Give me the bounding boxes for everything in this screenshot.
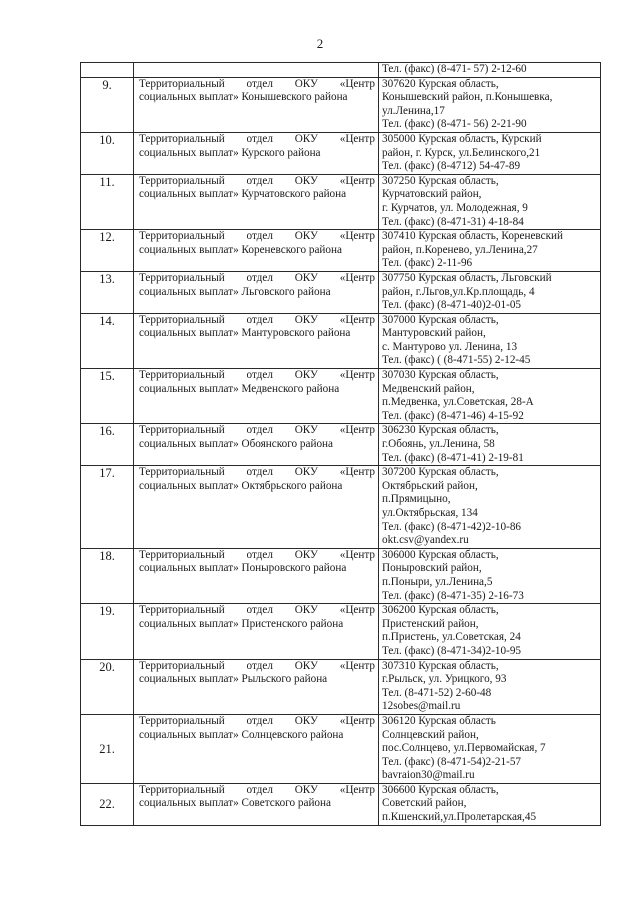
- address-line: Тел. (факс) (8-471-34)2-10-95: [382, 644, 522, 657]
- continuation-addr-cell: [379, 63, 601, 78]
- office-name: Территориальный отдел ОКУ «Центр социальных выплат» Льговского района: [134, 271, 379, 313]
- address-line: Солнцевский район,: [382, 728, 479, 741]
- office-address: [379, 369, 601, 424]
- continuation-phone: Тел. (факс) (8-471- 57) 2-12-60: [382, 63, 527, 75]
- row-number: 17.: [81, 466, 134, 549]
- office-name: Территориальный отдел ОКУ «Центр социальных выплат» Курчатовского района: [134, 174, 379, 229]
- row-number: 16.: [81, 424, 134, 466]
- address-line: 307250 Курская область,: [382, 174, 499, 187]
- address-line: район, г.Льгов,ул.Кр.площадь, 4: [382, 285, 535, 298]
- address-line: пос.Солнцево, ул.Первомайская, 7: [382, 742, 546, 755]
- office-name: Территориальный отдел ОКУ «Центр социальных выплат» Медвенского района: [134, 369, 379, 424]
- office-address: [379, 313, 601, 368]
- address-line: Медвенский район,: [382, 382, 475, 395]
- office-address: [379, 548, 601, 603]
- table-row: [81, 132, 601, 174]
- address-line: Тел. (факс) (8-471- 56) 2-21-90: [382, 118, 527, 131]
- address-line: ул.Октябрьская, 134: [382, 507, 478, 519]
- table-row: [81, 659, 601, 714]
- address-line: 307310 Курская область,: [382, 659, 499, 672]
- office-address: [379, 174, 601, 229]
- address-line: Тел. (факс) ( (8-471-55) 2-12-45: [382, 354, 531, 367]
- offices-table: [80, 62, 601, 826]
- row-number: 22.: [81, 783, 134, 825]
- address-line: район, г. Курск, ул.Белинского,21: [382, 146, 541, 159]
- continuation-row: [81, 63, 601, 78]
- row-number: 20.: [81, 659, 134, 714]
- address-line: п.Кшенский,ул.Пролетарская,45: [382, 811, 537, 824]
- address-line: Тел. (факс) 2-11-96: [382, 257, 473, 270]
- table-row: [81, 424, 601, 466]
- table-row: [81, 230, 601, 272]
- address-line: Мантуровский район,: [382, 327, 486, 340]
- office-name: Территориальный отдел ОКУ «Центр социальных выплат» Советского района: [134, 783, 379, 825]
- office-address: [379, 466, 601, 549]
- office-address: [379, 659, 601, 714]
- address-line: Курчатовский район,: [382, 188, 482, 201]
- row-number: 9.: [81, 77, 134, 132]
- office-address: [379, 132, 601, 174]
- address-line: bavraion30@mail.ru: [382, 769, 475, 782]
- address-line: Тел. (факс) (8-471-46) 4-15-92: [382, 409, 524, 422]
- table-row: [81, 271, 601, 313]
- address-line: 307030 Курская область,: [382, 369, 499, 382]
- row-number: 12.: [81, 230, 134, 272]
- office-name: Территориальный отдел ОКУ «Центр социальных выплат» Пристенского района: [134, 604, 379, 659]
- address-line: Советский район,: [382, 797, 467, 810]
- office-name: Территориальный отдел ОКУ «Центр социальных выплат» Октябрьского района: [134, 466, 379, 549]
- office-name: Территориальный отдел ОКУ «Центр социальных выплат» Конышевского района: [134, 77, 379, 132]
- address-line: Тел. (факс) (8-471-54)2-21-57: [382, 755, 522, 768]
- address-line: г.Обоянь, ул.Ленина, 58: [382, 438, 495, 451]
- address-line: п.Прямицыно,: [382, 493, 451, 506]
- office-address: [379, 424, 601, 466]
- table-row: [81, 174, 601, 229]
- office-name: Территориальный отдел ОКУ «Центр социальных выплат» Обоянского района: [134, 424, 379, 466]
- office-address: [379, 271, 601, 313]
- row-number: 19.: [81, 604, 134, 659]
- row-number: 14.: [81, 313, 134, 368]
- address-line: Конышевский район, п.Конышевка,: [382, 91, 553, 104]
- address-line: 306600 Курская область,: [382, 783, 499, 796]
- office-name: Территориальный отдел ОКУ «Центр социальных выплат» Кореневского района: [134, 230, 379, 272]
- page-number: 2: [316, 36, 324, 51]
- address-line: Октябрьский район,: [382, 479, 478, 492]
- continuation-num-cell: [81, 63, 134, 78]
- office-address: [379, 714, 601, 783]
- table-row: [81, 604, 601, 659]
- office-address: [379, 604, 601, 659]
- address-line: 306230 Курская область,: [382, 424, 499, 437]
- address-line: Тел. (факс) (8-471-42)2-10-86: [382, 520, 522, 533]
- address-line: Тел. (факс) (8-471-41) 2-19-81: [382, 451, 524, 464]
- office-name: Территориальный отдел ОКУ «Центр социальных выплат» Мантуровского района: [134, 313, 379, 368]
- address-line: 307750 Курская область, Льговский: [382, 271, 552, 284]
- row-number: 21.: [81, 714, 134, 783]
- address-line: Тел. (факс) (8-471-35) 2-16-73: [382, 589, 524, 602]
- row-number: 10.: [81, 132, 134, 174]
- address-line: 12sobes@mail.ru: [382, 700, 461, 713]
- continuation-name-cell: [134, 63, 379, 78]
- office-address: [379, 230, 601, 272]
- address-line: п.Поныри, ул.Ленина,5: [382, 575, 493, 588]
- address-line: п.Пристень, ул.Советская, 24: [382, 631, 521, 644]
- table-row: [81, 77, 601, 132]
- address-line: 307620 Курская область,: [382, 77, 499, 90]
- address-line: 307000 Курская область,: [382, 313, 499, 326]
- address-line: Тел. (факс) (8-471-31) 4-18-84: [382, 215, 524, 228]
- address-line: Тел. (факс) (8-4712) 54-47-89: [382, 160, 521, 173]
- row-number: 11.: [81, 174, 134, 229]
- address-line: 305000 Курская область, Курский: [382, 132, 542, 145]
- address-line: 306000 Курская область,: [382, 548, 499, 561]
- row-number: 18.: [81, 548, 134, 603]
- address-line: Тел. (8-471-52) 2-60-48: [382, 686, 492, 699]
- table-row: [81, 313, 601, 368]
- office-name: Территориальный отдел ОКУ «Центр социальных выплат» Рыльского района: [134, 659, 379, 714]
- address-line: 306120 Курская область: [382, 714, 496, 727]
- address-line: район, п.Коренево, ул.Ленина,27: [382, 243, 538, 256]
- table-row: [81, 466, 601, 549]
- address-line: ул.Ленина,17: [382, 104, 445, 117]
- office-name: Территориальный отдел ОКУ «Центр социальных выплат» Поныровского района: [134, 548, 379, 603]
- office-address: [379, 783, 601, 825]
- office-name: Территориальный отдел ОКУ «Центр социальных выплат» Солнцевского района: [134, 714, 379, 783]
- table-row: [81, 783, 601, 825]
- address-line: г. Курчатов, ул. Молодежная, 9: [382, 201, 528, 214]
- address-line: okt.csv@yandex.ru: [382, 534, 469, 547]
- address-line: 307410 Курская область, Кореневский: [382, 230, 564, 243]
- address-line: п.Медвенка, ул.Советская, 28-А: [382, 396, 534, 409]
- address-line: Поныровский район,: [382, 562, 482, 575]
- row-number: 15.: [81, 369, 134, 424]
- office-address: [379, 77, 601, 132]
- address-line: Пристенский район,: [382, 617, 479, 630]
- table-row: [81, 369, 601, 424]
- table-row: [81, 714, 601, 783]
- row-number: 13.: [81, 271, 134, 313]
- office-name: Территориальный отдел ОКУ «Центр социальных выплат» Курского района: [134, 132, 379, 174]
- address-line: с. Мантурово ул. Ленина, 13: [382, 340, 518, 353]
- table-row: [81, 548, 601, 603]
- address-line: 307200 Курская область,: [382, 466, 499, 479]
- address-line: г.Рыльск, ул. Урицкого, 93: [382, 673, 507, 686]
- address-line: Тел. (факс) (8-471-40)2-01-05: [382, 299, 522, 312]
- address-line: 306200 Курская область,: [382, 604, 499, 617]
